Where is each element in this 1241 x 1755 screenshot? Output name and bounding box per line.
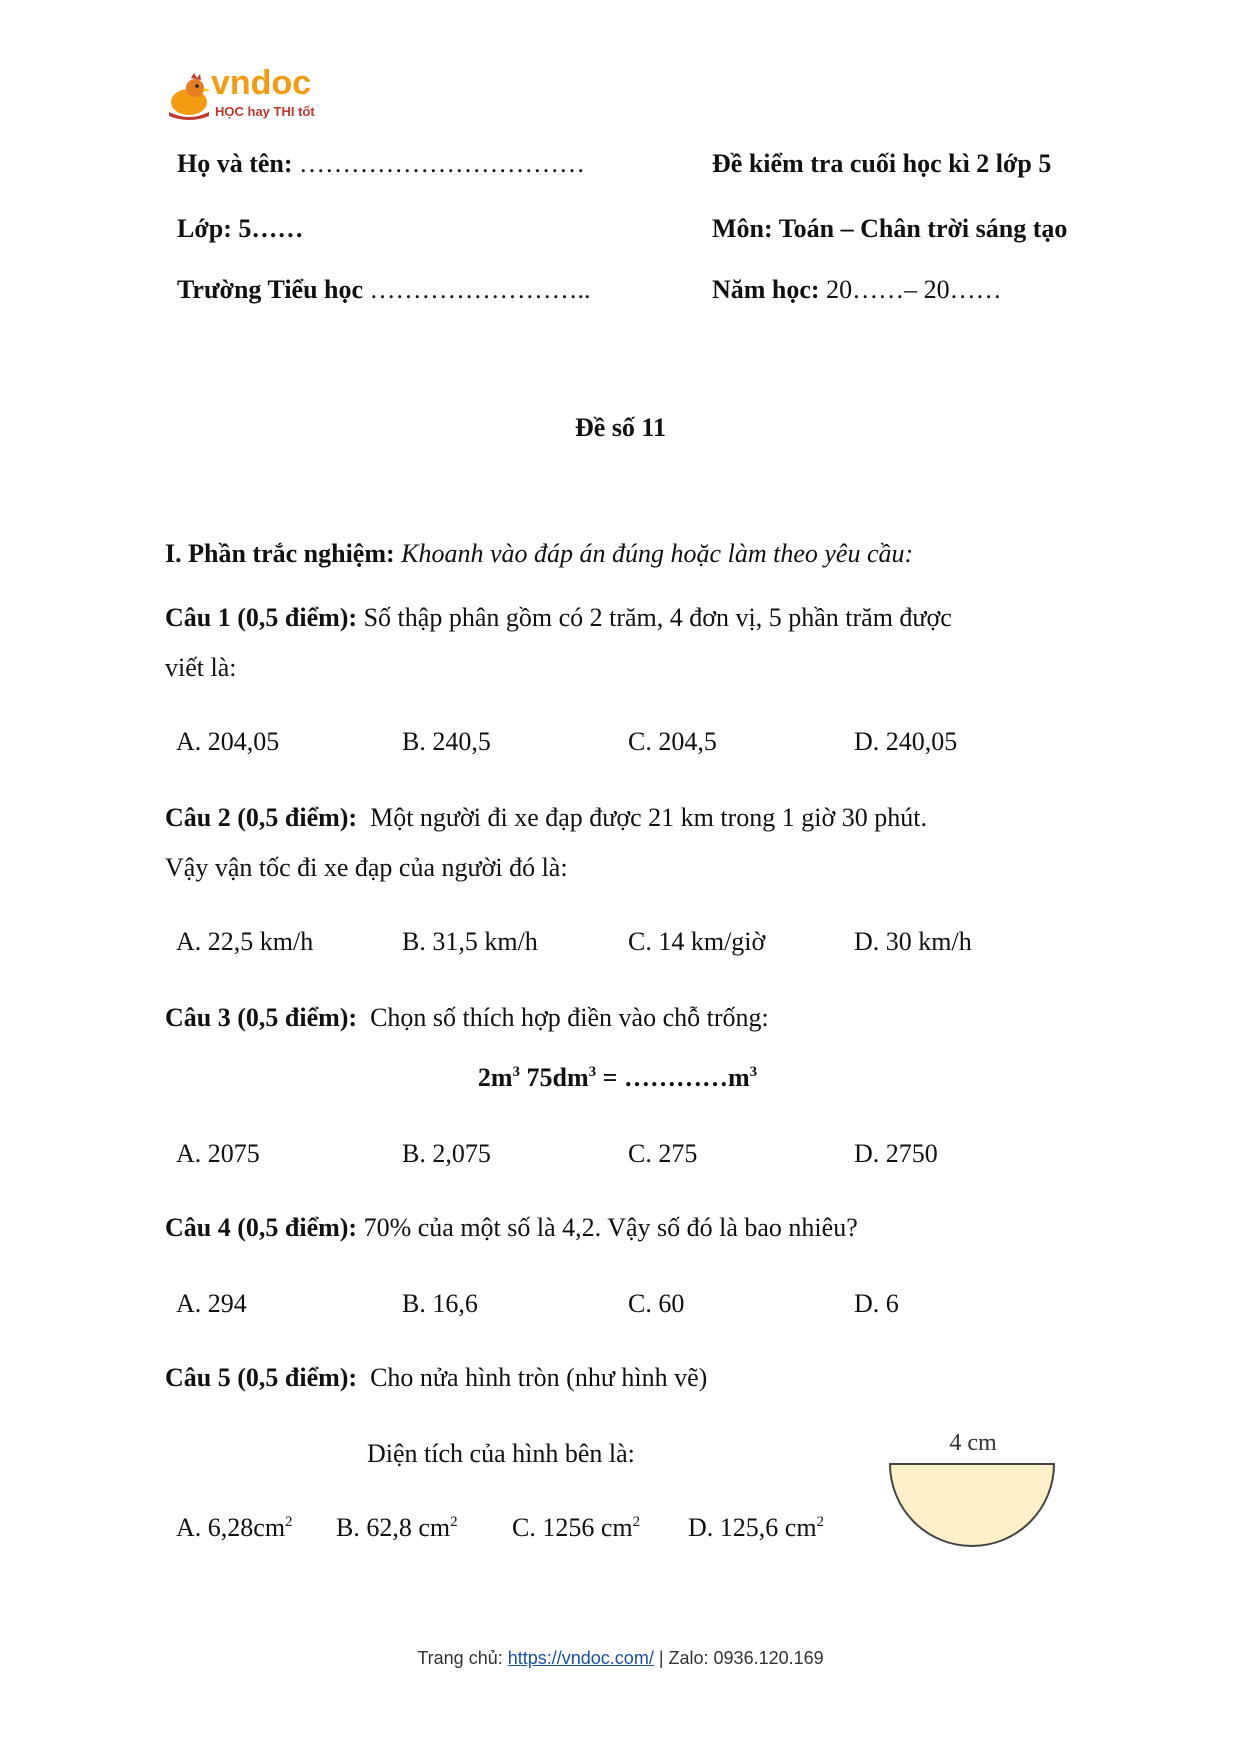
page-footer xyxy=(0,1648,1241,1669)
q5-option-b-exp: 2 xyxy=(450,1514,458,1530)
q5-option-c[interactable] xyxy=(512,1512,640,1544)
question-5-prompt: Diện tích của hình bên là: xyxy=(367,1439,635,1468)
section-1-heading xyxy=(165,538,913,570)
name-dots: …………………………… xyxy=(299,149,586,178)
q5-option-c-text: C. 1256 cm xyxy=(512,1513,633,1542)
q1-option-a[interactable]: A. 204,05 xyxy=(176,727,280,756)
name-label: Họ và tên: xyxy=(177,149,293,178)
question-5-text: Cho nửa hình tròn (như hình vẽ) xyxy=(370,1363,708,1392)
q2-option-b[interactable]: B. 31,5 km/h xyxy=(402,927,538,956)
question-1-text-line1: Số thập phân gồm có 2 trăm, 4 đơn vị, 5 phần trăm được xyxy=(363,603,952,632)
formula-part-3: = …………m xyxy=(596,1063,750,1092)
q4-option-b[interactable]: B. 16,6 xyxy=(402,1289,478,1318)
q3-option-d[interactable]: D. 2750 xyxy=(854,1139,938,1168)
question-2-text-line1: Một người đi xe đạp được 21 km trong 1 giờ 30 phút. xyxy=(370,803,927,832)
q4-option-c[interactable]: C. 60 xyxy=(628,1289,685,1318)
rooster-icon xyxy=(165,72,213,120)
question-1 xyxy=(165,602,952,634)
q5-option-a-exp: 2 xyxy=(285,1514,293,1530)
semicircle-figure xyxy=(888,1430,1058,1555)
q1-option-d[interactable]: D. 240,05 xyxy=(854,727,958,756)
brand-name: vndoc xyxy=(211,64,312,102)
q3-option-c[interactable]: C. 275 xyxy=(628,1139,698,1168)
formula-part-1: 2m xyxy=(477,1063,513,1092)
question-4-options xyxy=(176,1288,1076,1320)
formula-exp-2: 3 xyxy=(588,1064,597,1080)
q4-option-a[interactable]: A. 294 xyxy=(176,1289,247,1318)
footer-separator: | xyxy=(653,1648,669,1668)
question-5-label: Câu 5 (0,5 điểm): xyxy=(165,1363,358,1392)
question-5 xyxy=(165,1362,707,1394)
question-4 xyxy=(165,1212,858,1244)
class-label: Lớp: xyxy=(177,214,232,243)
school-label: Trường Tiểu học xyxy=(177,275,364,304)
subject-line: Môn: Toán – Chân trời sáng tạo xyxy=(712,214,1068,243)
question-4-label: Câu 4 (0,5 điểm): xyxy=(165,1213,358,1242)
school-dots: …………………….. xyxy=(369,275,591,304)
section-1-instruction: Khoanh vào đáp án đúng hoặc làm theo yêu cầu: xyxy=(401,539,914,568)
question-1-options xyxy=(176,726,1076,758)
semicircle-diameter-label: 4 cm xyxy=(949,1430,997,1456)
question-2-text-line2: Vậy vận tốc đi xe đạp của người đó là: xyxy=(165,853,568,882)
q5-option-d-text: D. 125,6 cm xyxy=(688,1513,817,1542)
question-2-label: Câu 2 (0,5 điểm): xyxy=(165,803,358,832)
question-1-text-line2: viết là: xyxy=(165,653,237,682)
question-3-options xyxy=(176,1138,1076,1170)
class-row xyxy=(177,213,303,245)
q5-option-a[interactable] xyxy=(176,1512,293,1544)
question-3 xyxy=(165,1002,769,1034)
year-row xyxy=(712,274,1002,306)
vndoc-logo xyxy=(165,64,325,124)
q4-option-d[interactable]: D. 6 xyxy=(854,1289,899,1318)
q5-option-d-exp: 2 xyxy=(816,1514,825,1530)
question-3-label: Câu 3 (0,5 điểm): xyxy=(165,1003,358,1032)
section-1-title: I. Phần trắc nghiệm: xyxy=(165,539,395,568)
formula-exp-1: 3 xyxy=(512,1064,521,1080)
q5-option-b-text: B. 62,8 cm xyxy=(336,1513,451,1542)
q5-option-d[interactable] xyxy=(688,1512,824,1544)
formula-part-2: 75dm xyxy=(520,1063,589,1092)
q1-option-b[interactable]: B. 240,5 xyxy=(402,727,491,756)
name-row xyxy=(177,148,585,180)
q2-option-a[interactable]: A. 22,5 km/h xyxy=(176,927,314,956)
question-2-options xyxy=(176,926,1076,958)
q2-option-c[interactable]: C. 14 km/giờ xyxy=(628,927,766,956)
exam-number: Đề số 11 xyxy=(575,413,666,442)
semicircle-shape xyxy=(888,1462,1058,1554)
footer-home-label: Trang chủ: xyxy=(417,1648,503,1668)
q5-option-a-text: A. 6,28cm xyxy=(176,1513,286,1542)
class-value: 5…… xyxy=(238,214,304,243)
question-1-label: Câu 1 (0,5 điểm): xyxy=(165,603,358,632)
q1-option-c[interactable]: C. 204,5 xyxy=(628,727,717,756)
year-label: Năm học: xyxy=(712,275,820,304)
formula-exp-3: 3 xyxy=(749,1064,758,1080)
year-value: 20……– 20…… xyxy=(826,275,1002,304)
q5-option-b[interactable] xyxy=(336,1512,458,1544)
exam-title: Đề kiểm tra cuối học kì 2 lớp 5 xyxy=(712,149,1052,178)
q5-option-c-exp: 2 xyxy=(632,1514,641,1530)
q3-option-b[interactable]: B. 2,075 xyxy=(402,1139,491,1168)
question-3-formula xyxy=(0,1062,1235,1094)
question-5-options xyxy=(176,1512,876,1544)
footer-zalo: Zalo: 0936.120.169 xyxy=(668,1648,824,1668)
school-row xyxy=(177,274,591,306)
question-2 xyxy=(165,802,927,834)
footer-home-link[interactable]: https://vndoc.com/ xyxy=(507,1648,654,1668)
question-3-text: Chọn số thích hợp điền vào chỗ trống: xyxy=(370,1003,769,1032)
q2-option-d[interactable]: D. 30 km/h xyxy=(854,927,972,956)
q3-option-a[interactable]: A. 2075 xyxy=(176,1139,260,1168)
question-4-text: 70% của một số là 4,2. Vậy số đó là bao nhiêu? xyxy=(363,1213,858,1242)
brand-tagline: HỌC hay THI tốt xyxy=(215,104,315,119)
